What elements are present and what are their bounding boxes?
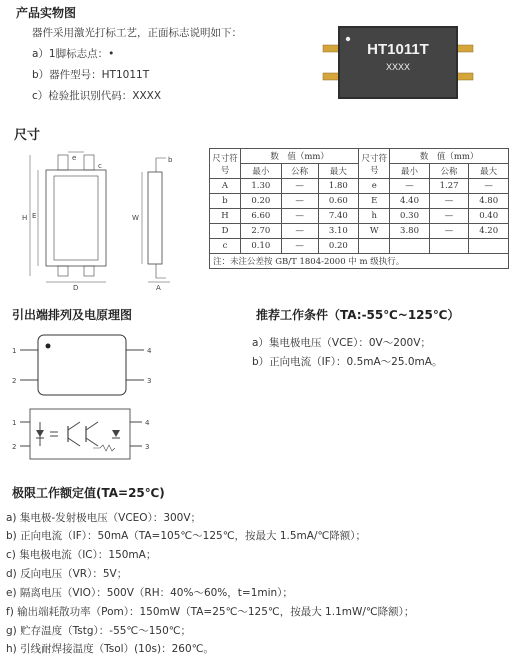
table-cell (390, 239, 430, 254)
pins-title: 引出端排列及电原理图 (12, 308, 133, 322)
table-cell (359, 239, 390, 254)
limits-item-b: b) 正向电流（IF）：50mA（TA=105℃～125℃，按最大 1.5mA/℃降额）； (6, 530, 367, 542)
table-cell: E (359, 194, 390, 209)
table-cell: 0.20 (241, 194, 282, 209)
table-cell (469, 239, 509, 254)
pin-label: 4 (147, 347, 152, 355)
photo-item-b: b）器件型号：HT1011T (32, 69, 150, 81)
recommended-title: 推荐工作条件（TA:-55℃~125℃） (256, 308, 460, 322)
label-W: W (132, 214, 139, 222)
table-cell: — (281, 224, 318, 239)
table-cell: A (210, 179, 241, 194)
table-cell: 2.70 (241, 224, 282, 239)
limits-item-c: c) 集电极电流（IC）：150mA； (6, 549, 157, 561)
chip-code-text: XXXX (385, 62, 411, 72)
table-cell: 4.80 (469, 194, 509, 209)
table-header-symbol-2: 尺寸符号 (359, 149, 390, 179)
photo-title: 产品实物图 (16, 6, 77, 20)
table-sub-header: 最小 (390, 164, 430, 179)
table-header-value-2: 数 值（mm） (390, 149, 509, 164)
pin-label: 3 (147, 377, 152, 385)
label-b: b (168, 156, 173, 164)
photo-item-a: a）1脚标志点：• (32, 48, 115, 60)
table-cell: b (210, 194, 241, 209)
label-e: e (72, 154, 77, 162)
table-cell (429, 239, 469, 254)
pin-label: 2 (12, 377, 17, 385)
table-row (210, 209, 509, 224)
limits-item-h: h) 引线耐焊接温度（Tsol）(10s)：260℃。 (6, 643, 214, 655)
table-cell: 1.27 (429, 179, 469, 194)
recommended-item-b: b）正向电流（IF）：0.5mA～25.0mA。 (252, 356, 443, 368)
pin-label: 2 (12, 443, 17, 451)
label-A: A (156, 284, 161, 290)
table-cell: 0.60 (318, 194, 359, 209)
label-H: H (22, 214, 28, 222)
recommended-item-a: a）集电极电压（VCE）：0V～200V； (252, 337, 431, 349)
table-cell: 4.20 (469, 224, 509, 239)
table-cell: — (281, 194, 318, 209)
table-cell: 0.10 (241, 239, 282, 254)
table-cell: — (281, 179, 318, 194)
table-row (210, 194, 509, 209)
table-sub-header: 最大 (318, 164, 359, 179)
table-cell: D (210, 224, 241, 239)
table-row (210, 239, 509, 254)
table-cell: — (429, 194, 469, 209)
table-cell: 3.10 (318, 224, 359, 239)
circuit-diagram (8, 404, 158, 464)
dimension-drawing (10, 150, 200, 290)
table-cell: W (359, 224, 390, 239)
table-cell: H (210, 209, 241, 224)
table-cell: 7.40 (318, 209, 359, 224)
limits-item-d: d) 反向电压（VR）：5V； (6, 568, 128, 580)
table-cell: e (359, 179, 390, 194)
dimension-table (209, 148, 509, 269)
table-cell: — (469, 179, 509, 194)
table-cell: — (429, 224, 469, 239)
table-sub-header: 公称 (281, 164, 318, 179)
table-cell: 1.30 (241, 179, 282, 194)
table-cell: 0.30 (390, 209, 430, 224)
table-row (210, 179, 509, 194)
table-cell: 6.60 (241, 209, 282, 224)
table-cell: c (210, 239, 241, 254)
limits-item-e: e) 隔离电压（VIO）：500V（RH：40%～60%，t=1min）； (6, 587, 293, 599)
table-cell: 1.80 (318, 179, 359, 194)
table-header-value: 数 值（mm） (241, 149, 359, 164)
table-cell: — (281, 209, 318, 224)
table-header-symbol: 尺寸符号 (210, 149, 241, 179)
label-E: E (32, 212, 37, 220)
photo-intro: 器件采用激光打标工艺，正面标志说明如下： (32, 27, 242, 39)
table-cell: 0.40 (469, 209, 509, 224)
pin-package-drawing (8, 330, 158, 400)
table-note: 注：未注公差按 GB/T 1804-2000 中 m 级执行。 (210, 254, 509, 269)
table-sub-header: 最小 (241, 164, 282, 179)
table-cell: 4.40 (390, 194, 430, 209)
table-sub-header: 最大 (469, 164, 509, 179)
chip-photo (318, 10, 478, 110)
table-row (210, 224, 509, 239)
table-cell: h (359, 209, 390, 224)
label-D: D (73, 284, 79, 290)
limits-item-f: f) 输出端耗散功率（Pom）：150mW（TA=25℃～125℃，按最大 1.1mW/℃降额）； (6, 606, 415, 618)
pin-label: 1 (12, 347, 17, 355)
table-cell: 0.20 (318, 239, 359, 254)
limits-item-a: a) 集电极-发射极电压（VCEO）：300V； (6, 512, 202, 524)
limits-title: 极限工作额定值(TA=25℃) (12, 486, 165, 500)
pin-label: 1 (12, 419, 17, 427)
pin-label: 3 (145, 443, 150, 451)
pin-label: 4 (145, 419, 150, 427)
table-cell: — (429, 209, 469, 224)
table-cell: — (281, 239, 318, 254)
photo-item-c: c）检验批识别代码：XXXX (32, 90, 162, 102)
dims-title: 尺寸 (14, 128, 41, 143)
limits-item-g: g) 贮存温度（Tstg）：-55℃～150℃； (6, 625, 192, 637)
table-cell: 3.80 (390, 224, 430, 239)
table-sub-header: 公称 (429, 164, 469, 179)
chip-model-text: HT1011T (367, 41, 429, 58)
table-cell: — (390, 179, 430, 194)
label-c: c (98, 162, 102, 170)
